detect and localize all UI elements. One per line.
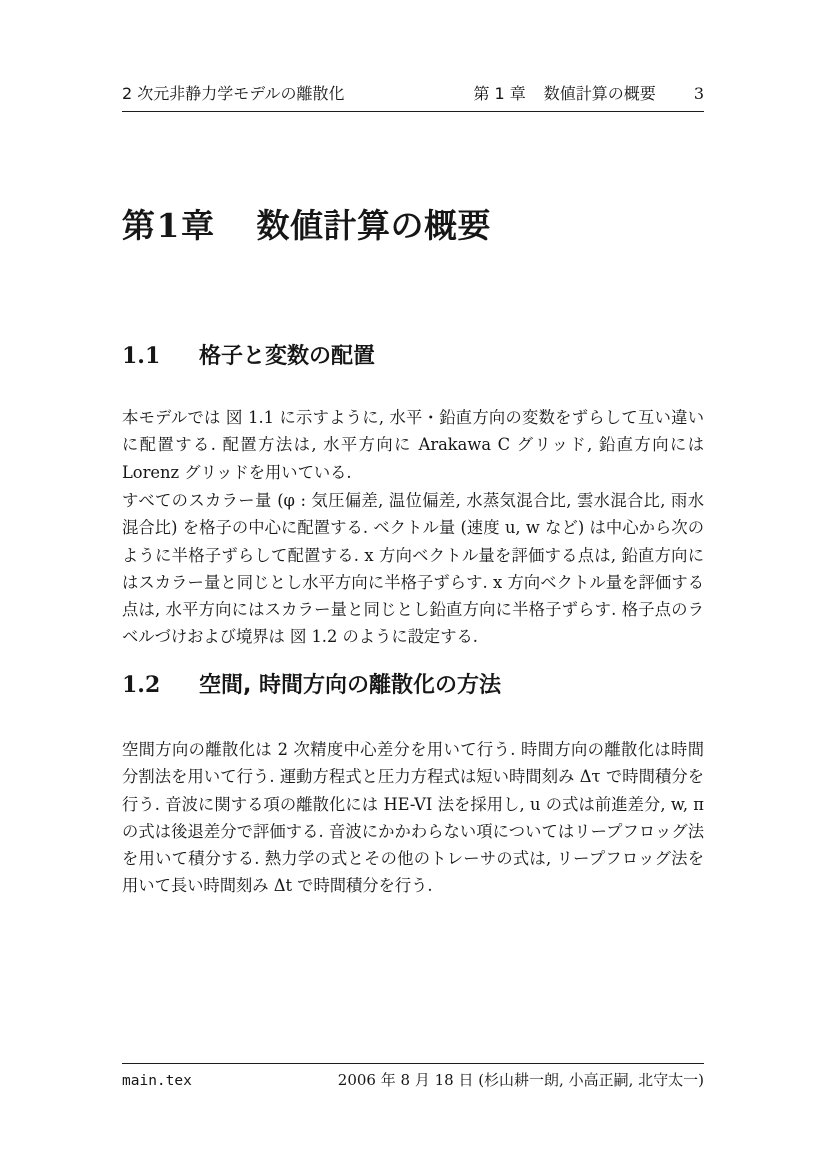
chapter-label-pre: 第	[122, 206, 156, 245]
header-chapter-title: 数値計算の概要	[543, 84, 656, 103]
chapter-label-post: 章	[180, 206, 215, 245]
running-head-left-title: 2 次元非静力学モデルの離散化	[122, 84, 345, 103]
page-header	[122, 84, 704, 112]
header-chapter-label: 第 1 章	[473, 84, 526, 103]
section-1-2-number: 1.2	[122, 672, 161, 698]
footer-date-authors: 2006 年 8 月 18 日 (杉山耕一朗, 小高正嗣, 北守太一)	[337, 1071, 704, 1089]
section-1-1-heading	[122, 341, 375, 372]
section-1-2-heading	[122, 670, 501, 701]
chapter-number: 1	[156, 206, 180, 245]
chapter-title: 数値計算の概要	[256, 206, 491, 245]
page-footer	[122, 1063, 704, 1091]
section-1-2-title: 空間, 時間方向の離散化の方法	[198, 673, 501, 698]
header-page-number: 3	[693, 84, 704, 103]
footer-filename: main.tex	[122, 1073, 192, 1089]
section-1-2-paragraph-1: 空間方向の離散化は 2 次精度中心差分を用いて行う. 時間方向の離散化は時間分割法を用いて行う. 運動方程式と圧力方程式は短い時間刻み Δτ で時間積分を行う. 音波に関する項の離散化には HE-VI 法を採用し, u の式は前進差分, w, π の式は後退差分で評価する. 音波にかかわらない項についてはリープフロッグ法を用いて積分する. 熱力学の式とその他のトレーサの式は, リープフロッグ法を用いて長い時間刻み Δt で時間積分を行う.	[122, 740, 704, 896]
section-1-1-title: 格子と変数の配置	[198, 344, 375, 369]
section-1-1-paragraph-1: 本モデルでは 図 1.1 に示すように, 水平・鉛直方向の変数をずらして互い違いに配置する. 配置方法は, 水平方向に Arakawa C グリッド, 鉛直方向には Lorenz グリッドを用いている.	[122, 408, 704, 482]
section-1-1-number: 1.1	[122, 343, 161, 369]
running-head-right	[473, 84, 704, 104]
section-1-1-paragraph-2: すべてのスカラー量 (φ : 気圧偏差, 温位偏差, 水蒸気混合比, 雲水混合比, 雨水混合比) を格子の中心に配置する. ベクトル量 (速度 u, w など) は中心から次のように半格子ずらして配置する. x 方向ベクトル量を評価する点は, 鉛直方向にはスカラー量と同じとし水平方向に半格子ずらす. x 方向ベクトル量を評価する点は, 水平方向にはスカラー量と同じとし鉛直方向に半格子ずらす. 格子点のラベルづけおよび境界は 図 1.2 のように設定する.	[122, 491, 704, 647]
chapter-heading	[122, 203, 491, 249]
